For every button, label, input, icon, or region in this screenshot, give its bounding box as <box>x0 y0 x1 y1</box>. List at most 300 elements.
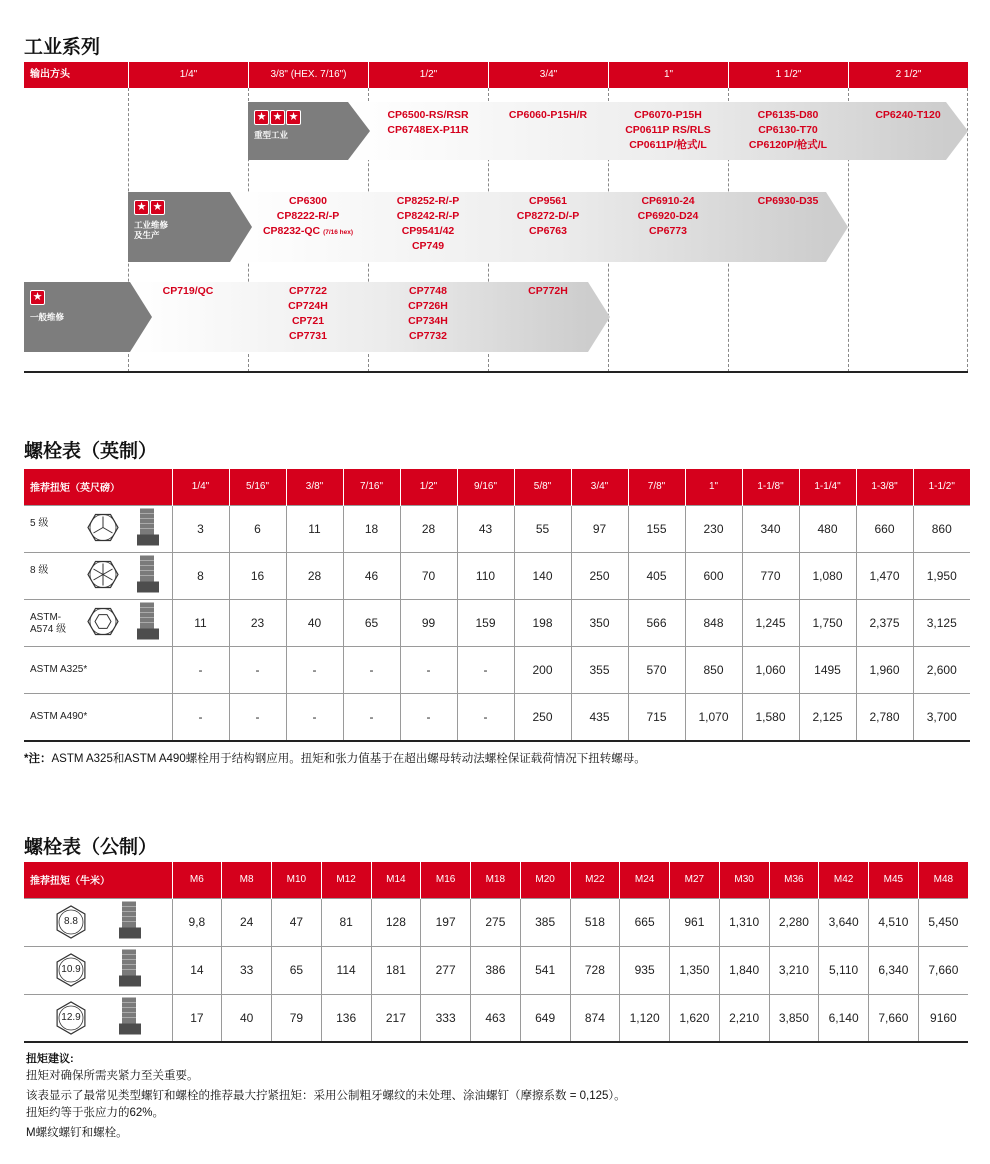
bolt-side-icon <box>136 507 160 550</box>
torque-value: 40 <box>286 599 343 646</box>
metric-size-header: M6 <box>172 862 222 898</box>
torque-value: 850 <box>685 646 742 693</box>
star-icon: ★ <box>30 290 45 305</box>
imperial-note-text: ASTM A325和ASTM A490螺栓用于结构钢应用。扭矩和张力值基于在超出螺母转动法螺栓保证载荷情况下扭转螺母。 <box>51 753 646 765</box>
model-name-text: CP6070-P15H <box>634 109 702 121</box>
metric-size-header: M16 <box>421 862 471 898</box>
torque-value: 541 <box>520 946 570 994</box>
model-name-text: CP6135-D80 <box>757 109 819 121</box>
model-cell <box>368 108 488 138</box>
metric-bolt-table-title: 螺栓表（公制） <box>24 837 158 858</box>
grade-label <box>30 711 87 723</box>
model-name <box>608 209 728 224</box>
model-name <box>728 123 848 138</box>
bolt-side-icon <box>136 554 160 597</box>
imperial-size-header: 5/16" <box>229 469 286 505</box>
torque-value: 140 <box>514 552 571 599</box>
grade-label <box>30 612 66 636</box>
model-name <box>488 108 608 123</box>
imperial-row <box>24 552 970 599</box>
tier-label-line: 重型工业 <box>254 130 289 140</box>
torque-value: 14 <box>172 946 222 994</box>
torque-value: 1,245 <box>742 599 799 646</box>
torque-value: 18 <box>343 505 400 552</box>
torque-value: 28 <box>400 505 457 552</box>
imperial-bolt-table <box>24 469 970 742</box>
torque-value: 385 <box>520 898 570 946</box>
metric-grade-head-icon <box>52 999 90 1037</box>
model-name <box>608 123 728 138</box>
model-name <box>488 284 608 299</box>
model-name <box>368 314 488 329</box>
model-name-text: CP6130-T70 <box>758 124 818 136</box>
model-cell <box>728 194 848 209</box>
metric-size-header: M24 <box>620 862 670 898</box>
torque-value: 114 <box>321 946 371 994</box>
torque-value: - <box>286 646 343 693</box>
model-name <box>248 314 368 329</box>
imperial-size-header: 7/16" <box>343 469 400 505</box>
torque-value: 3,700 <box>913 693 970 741</box>
model-name <box>368 194 488 209</box>
imperial-size-header: 1/4" <box>172 469 229 505</box>
torque-value: 159 <box>457 599 514 646</box>
model-name <box>368 239 488 254</box>
model-cell <box>848 108 968 123</box>
torque-value: 350 <box>571 599 628 646</box>
imperial-row-label <box>24 552 172 599</box>
star-icon: ★ <box>134 200 149 215</box>
torque-value: 1,750 <box>799 599 856 646</box>
model-name <box>248 329 368 344</box>
imperial-size-header: 1-1/8" <box>742 469 799 505</box>
imperial-size-header: 1/2" <box>400 469 457 505</box>
bolt-side-icon <box>136 601 160 644</box>
metric-size-header: M14 <box>371 862 421 898</box>
torque-value: - <box>229 693 286 741</box>
torque-value: 3,210 <box>769 946 819 994</box>
tier-label <box>134 220 168 240</box>
metric-size-header: M30 <box>719 862 769 898</box>
metric-grade-head-icon <box>52 903 90 941</box>
torque-value: 1,060 <box>742 646 799 693</box>
imperial-size-header: 5/8" <box>514 469 571 505</box>
header-size-6: 1 1/2" <box>728 62 848 88</box>
torque-value: 23 <box>229 599 286 646</box>
model-name-text: CP6748EX-P11R <box>387 124 469 136</box>
model-note: (7/16 hex) <box>323 229 354 236</box>
model-name-text: CP6300 <box>289 195 327 207</box>
model-name <box>368 224 488 239</box>
metric-size-header: M42 <box>819 862 869 898</box>
grade-label <box>30 664 87 676</box>
metric-size-header: M22 <box>570 862 620 898</box>
tier-label-line: 工业维修 <box>134 220 169 230</box>
header-size-4: 3/4" <box>488 62 608 88</box>
torque-value: 217 <box>371 994 421 1042</box>
header-size-5: 1" <box>608 62 728 88</box>
torque-value: 770 <box>742 552 799 599</box>
torque-value: 518 <box>570 898 620 946</box>
torque-value: 110 <box>457 552 514 599</box>
torque-value: 405 <box>628 552 685 599</box>
torque-value: 1495 <box>799 646 856 693</box>
model-name <box>248 224 368 240</box>
torque-value: 128 <box>371 898 421 946</box>
torque-value: 7,660 <box>918 946 968 994</box>
model-name-text: CP6060-P15H/R <box>508 109 588 121</box>
torque-value: 47 <box>272 898 322 946</box>
torque-value: 11 <box>286 505 343 552</box>
model-name-text: CP9561 <box>529 195 567 207</box>
model-cell <box>488 284 608 299</box>
tier-stars <box>30 290 45 305</box>
torque-value: 355 <box>571 646 628 693</box>
torque-value: 65 <box>272 946 322 994</box>
torque-value: 9160 <box>918 994 968 1042</box>
model-name-text: CP726H <box>408 300 448 312</box>
imperial-row <box>24 693 970 741</box>
industrial-header-row <box>24 62 968 88</box>
torque-value: 250 <box>571 552 628 599</box>
model-name <box>248 299 368 314</box>
torque-value: - <box>343 693 400 741</box>
torque-value: 1,120 <box>620 994 670 1042</box>
torque-value: 7,660 <box>869 994 919 1042</box>
metric-bolt-table <box>24 862 968 1043</box>
metric-size-header: M27 <box>670 862 720 898</box>
model-cell <box>128 284 248 299</box>
star-icon: ★ <box>286 110 301 125</box>
torque-value: 99 <box>400 599 457 646</box>
tier-label <box>254 130 288 140</box>
torque-value: 728 <box>570 946 620 994</box>
torque-value: 5,110 <box>819 946 869 994</box>
torque-value: 2,600 <box>913 646 970 693</box>
metric-header-row <box>24 862 968 898</box>
torque-value: 340 <box>742 505 799 552</box>
header-size-1: 1/4" <box>128 62 248 88</box>
imperial-size-header: 1-1/2" <box>913 469 970 505</box>
torque-value: 277 <box>421 946 471 994</box>
torque-value: 11 <box>172 599 229 646</box>
header-size-2: 3/8" (HEX. 7/16") <box>248 62 368 88</box>
grade-label-line: ASTM- <box>30 611 62 623</box>
metric-header-label: 推荐扭矩（牛米） <box>24 862 172 898</box>
model-name <box>728 138 848 153</box>
imperial-header-row <box>24 469 970 505</box>
torque-value: 935 <box>620 946 670 994</box>
torque-advice <box>26 1051 626 1142</box>
model-name-text: CP734H <box>408 315 448 327</box>
torque-value: - <box>343 646 400 693</box>
model-name <box>248 209 368 224</box>
torque-value: 463 <box>471 994 521 1042</box>
torque-value: 17 <box>172 994 222 1042</box>
torque-value: 6,340 <box>869 946 919 994</box>
astm-a574-bolt-icon <box>86 604 120 641</box>
torque-value: - <box>229 646 286 693</box>
metric-grade-label: 8.8 <box>64 916 78 927</box>
model-name-text: CP8252-R/-P <box>396 195 460 207</box>
torque-value: 81 <box>321 898 371 946</box>
model-name-text: CP721 <box>291 315 325 327</box>
metric-size-header: M10 <box>272 862 322 898</box>
imperial-size-header: 1-3/8" <box>856 469 913 505</box>
industrial-series-title: 工业系列 <box>24 37 101 58</box>
torque-value: 198 <box>514 599 571 646</box>
torque-value: 1,840 <box>719 946 769 994</box>
model-cell <box>368 284 488 344</box>
grade-label <box>30 518 48 530</box>
metric-size-header: M45 <box>869 862 919 898</box>
torque-value: 2,280 <box>769 898 819 946</box>
torque-value: 40 <box>222 994 272 1042</box>
imperial-size-header: 9/16" <box>457 469 514 505</box>
model-cell <box>368 194 488 254</box>
grade-label-line: 8 级 <box>30 564 49 576</box>
model-cell <box>608 108 728 153</box>
model-cell <box>488 108 608 123</box>
imperial-row <box>24 599 970 646</box>
torque-value: 333 <box>421 994 471 1042</box>
model-name-text: CP6120P/枪式/L <box>748 139 828 151</box>
torque-value: 181 <box>371 946 421 994</box>
model-cell <box>248 284 368 344</box>
torque-value: - <box>172 693 229 741</box>
model-name-text: CP772H <box>528 285 568 297</box>
torque-value: 1,580 <box>742 693 799 741</box>
model-name <box>608 108 728 123</box>
torque-value: 480 <box>799 505 856 552</box>
torque-value: 200 <box>514 646 571 693</box>
tier-label-line: 一般维修 <box>30 312 65 322</box>
torque-advice-line-4: M螺纹螺钉和螺栓。 <box>26 1127 128 1139</box>
model-name <box>368 108 488 123</box>
model-name <box>488 224 608 239</box>
metric-row-label <box>24 946 172 994</box>
model-name <box>248 284 368 299</box>
torque-value: 230 <box>685 505 742 552</box>
bolt-side-icon <box>118 996 142 1039</box>
torque-value: 136 <box>321 994 371 1042</box>
model-name <box>368 284 488 299</box>
torque-value: 874 <box>570 994 620 1042</box>
imperial-row <box>24 646 970 693</box>
model-name-text: CP8222-R/-P <box>276 210 340 222</box>
model-name <box>608 138 728 153</box>
bolt-side-icon <box>118 901 142 944</box>
model-name-text: CP8232-QC <box>262 225 321 237</box>
torque-value: 33 <box>222 946 272 994</box>
imperial-row-label <box>24 599 172 646</box>
tier-stars <box>134 200 165 215</box>
model-name <box>848 108 968 123</box>
metric-row-label <box>24 898 172 946</box>
model-name-text: CP8272-D/-P <box>516 210 580 222</box>
imperial-row-label <box>24 646 172 693</box>
metric-size-header: M8 <box>222 862 272 898</box>
torque-value: 1,080 <box>799 552 856 599</box>
torque-value: - <box>400 646 457 693</box>
torque-value: 16 <box>229 552 286 599</box>
torque-value: 848 <box>685 599 742 646</box>
model-name <box>608 194 728 209</box>
model-name <box>728 108 848 123</box>
imperial-size-header: 1-1/4" <box>799 469 856 505</box>
torque-value: 46 <box>343 552 400 599</box>
torque-value: 1,960 <box>856 646 913 693</box>
metric-row <box>24 946 968 994</box>
star-icon: ★ <box>254 110 269 125</box>
torque-value: 155 <box>628 505 685 552</box>
model-name-text: CP6240-T120 <box>875 109 941 121</box>
metric-size-header: M48 <box>918 862 968 898</box>
model-cell <box>248 194 368 240</box>
metric-row <box>24 994 968 1042</box>
grade-8-bolt-icon <box>86 557 120 594</box>
torque-value: 435 <box>571 693 628 741</box>
model-name-text: CP7748 <box>409 285 447 297</box>
torque-value: - <box>457 693 514 741</box>
model-name <box>488 194 608 209</box>
industrial-bottom-rule <box>24 371 968 373</box>
model-cell <box>488 194 608 239</box>
torque-value: 1,350 <box>670 946 720 994</box>
metric-size-header: M36 <box>769 862 819 898</box>
tier-label-line: 及生产 <box>134 230 160 240</box>
model-cell <box>728 108 848 153</box>
imperial-row-label <box>24 693 172 741</box>
torque-value: 8 <box>172 552 229 599</box>
grade-label-line: A574 级 <box>30 623 67 635</box>
torque-value: 1,070 <box>685 693 742 741</box>
metric-size-header: M12 <box>321 862 371 898</box>
model-name-text: CP0611P/枪式/L <box>629 139 707 151</box>
grade-label-line: 5 级 <box>30 517 49 529</box>
torque-value: 2,375 <box>856 599 913 646</box>
imperial-size-header: 3/4" <box>571 469 628 505</box>
model-name-text: CP7731 <box>289 330 327 342</box>
model-name <box>368 123 488 138</box>
bolt-side-icon <box>118 949 142 992</box>
metric-grade-label: 12.9 <box>61 1011 81 1023</box>
torque-value: 5,450 <box>918 898 968 946</box>
torque-value: 197 <box>421 898 471 946</box>
model-name <box>128 284 248 299</box>
tier-label <box>30 312 64 322</box>
torque-value: 2,780 <box>856 693 913 741</box>
industrial-series-chart <box>24 62 968 374</box>
tier-stars <box>254 110 301 125</box>
torque-value: 386 <box>471 946 521 994</box>
imperial-bolt-table-title: 螺栓表（英制） <box>24 441 158 462</box>
grade-5-bolt-icon <box>86 510 120 547</box>
model-name-text: CP8242-R/-P <box>396 210 460 222</box>
torque-value: - <box>457 646 514 693</box>
metric-row-label <box>24 994 172 1042</box>
torque-value: 1,620 <box>670 994 720 1042</box>
torque-value: - <box>286 693 343 741</box>
imperial-row-label <box>24 505 172 552</box>
imperial-note-prefix: *注： <box>24 753 52 765</box>
torque-value: 961 <box>670 898 720 946</box>
torque-value: 860 <box>913 505 970 552</box>
model-name-text: CP6920-D24 <box>637 210 699 222</box>
torque-advice-title: 扭矩建议: <box>26 1053 74 1065</box>
torque-value: 6 <box>229 505 286 552</box>
model-name <box>248 194 368 209</box>
model-name-text: CP0611P RS/RLS <box>625 124 711 136</box>
torque-value: 3,125 <box>913 599 970 646</box>
torque-advice-line-1: 扭矩对确保所需夹紧力至关重要。 <box>26 1070 199 1082</box>
torque-value: 79 <box>272 994 322 1042</box>
model-name <box>368 329 488 344</box>
grade-label-line: ASTM A325* <box>30 663 88 675</box>
torque-value: - <box>172 646 229 693</box>
torque-value: 649 <box>520 994 570 1042</box>
torque-value: 6,140 <box>819 994 869 1042</box>
torque-value: 275 <box>471 898 521 946</box>
torque-value: 3,850 <box>769 994 819 1042</box>
model-name-text: CP6910-24 <box>641 195 695 207</box>
model-name-text: CP6500-RS/RSR <box>387 109 469 121</box>
grade-label-line: ASTM A490* <box>30 710 88 722</box>
torque-value: 1,950 <box>913 552 970 599</box>
model-name-text: CP6930-D35 <box>757 195 819 207</box>
tier-label-tip <box>348 102 370 160</box>
torque-value: 2,210 <box>719 994 769 1042</box>
model-name-text: CP7732 <box>409 330 447 342</box>
model-name <box>728 194 848 209</box>
model-name <box>368 209 488 224</box>
torque-value: 1,470 <box>856 552 913 599</box>
metric-grade-label: 10.9 <box>61 964 81 975</box>
torque-value: 3,640 <box>819 898 869 946</box>
torque-value: - <box>400 693 457 741</box>
model-name-text: CP6773 <box>649 225 687 237</box>
model-name-text: CP6763 <box>529 225 567 237</box>
metric-row <box>24 898 968 946</box>
model-cell <box>608 194 728 239</box>
torque-value: 9,8 <box>172 898 222 946</box>
imperial-size-header: 3/8" <box>286 469 343 505</box>
torque-value: 250 <box>514 693 571 741</box>
imperial-size-header: 7/8" <box>628 469 685 505</box>
torque-value: 4,510 <box>869 898 919 946</box>
star-icon: ★ <box>270 110 285 125</box>
header-output-square: 输出方头 <box>30 69 70 80</box>
model-name-text: CP719/QC <box>162 285 214 297</box>
model-name <box>488 209 608 224</box>
torque-value: 24 <box>222 898 272 946</box>
star-icon: ★ <box>150 200 165 215</box>
torque-value: 1,310 <box>719 898 769 946</box>
model-name-text: CP749 <box>411 240 445 252</box>
imperial-header-label: 推荐扭矩（英尺磅） <box>24 469 172 505</box>
torque-value: 2,125 <box>799 693 856 741</box>
torque-value: 715 <box>628 693 685 741</box>
metric-grade-head-icon <box>52 951 90 989</box>
torque-value: 97 <box>571 505 628 552</box>
header-size-3: 1/2" <box>368 62 488 88</box>
grade-label <box>30 565 48 577</box>
metric-size-header: M18 <box>471 862 521 898</box>
torque-value: 28 <box>286 552 343 599</box>
torque-value: 3 <box>172 505 229 552</box>
header-size-7: 2 1/2" <box>848 62 968 88</box>
torque-value: 660 <box>856 505 913 552</box>
